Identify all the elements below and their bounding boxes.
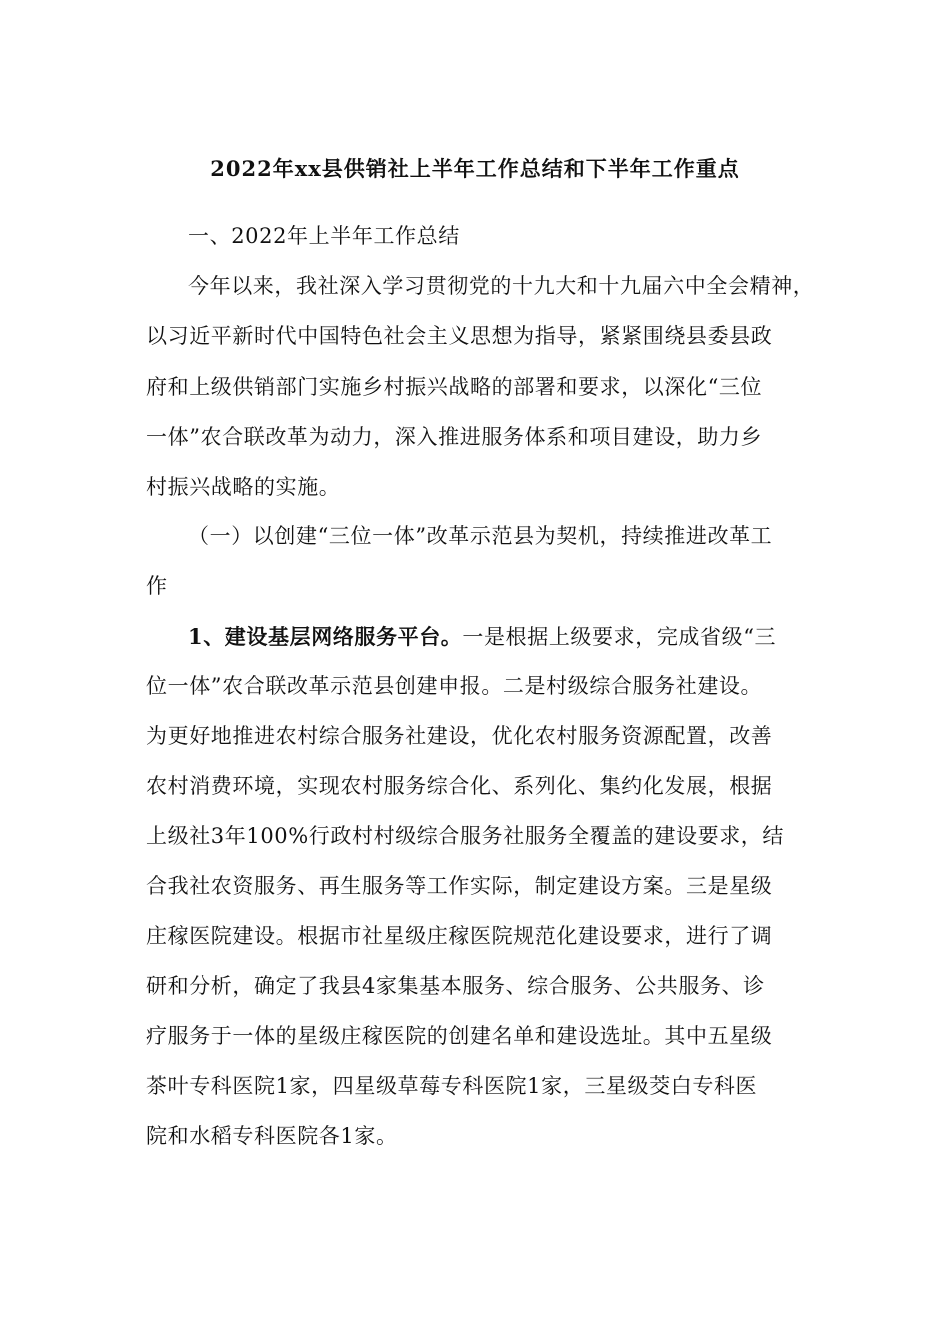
- item1-line: 为更好地推进农村综合服务社建设，优化农村服务资源配置，改善: [146, 724, 773, 748]
- item1-line: 疗服务于一体的星级庄稼医院的创建名单和建设选址。其中五星级: [146, 1024, 773, 1048]
- item1-line: 研和分析，确定了我县4家集基本服务、综合服务、公共服务、诊: [146, 974, 765, 998]
- intro-line: 一体”农合联改革为动力，深入推进服务体系和项目建设，助力乡: [146, 425, 763, 449]
- item1-line: 农村消费环境，实现农村服务综合化、系列化、集约化发展，根据: [146, 774, 773, 798]
- item1-first-text: 一是根据上级要求，完成省级“三: [462, 625, 777, 649]
- document-title: 2022年xx县供销社上半年工作总结和下半年工作重点: [210, 156, 740, 181]
- intro-line: 今年以来，我社深入学习贯彻党的十九大和十九届六中全会精神，: [188, 274, 815, 298]
- item1-line: 位一体”农合联改革示范县创建申报。二是村级综合服务社建设。: [146, 674, 763, 698]
- item1-line: 茶叶专科医院1家，四星级草莓专科医院1家，三星级茭白专科医: [146, 1074, 758, 1098]
- item1-line: 庄稼医院建设。根据市社星级庄稼医院规范化建设要求，进行了调: [146, 924, 773, 948]
- item1-line: 上级社3年100%行政村村级综合服务社服务全覆盖的建设要求，结: [146, 824, 784, 848]
- subheading-line: （一）以创建“三位一体”改革示范县为契机，持续推进改革工: [188, 524, 773, 548]
- item1-line: 院和水稻专科医院各1家。: [146, 1124, 398, 1148]
- intro-line: 村振兴战略的实施。: [146, 475, 341, 499]
- section-heading: 一、2022年上半年工作总结: [188, 224, 460, 248]
- item1-line: 合我社农资服务、再生服务等工作实际，制定建设方案。三是星级: [146, 874, 773, 898]
- item1-heading: 1、建设基层网络服务平台。: [188, 624, 463, 649]
- item1-first-line: [188, 622, 776, 652]
- subheading-line: 作: [146, 574, 168, 598]
- intro-line: 以习近平新时代中国特色社会主义思想为指导，紧紧围绕县委县政: [146, 324, 773, 348]
- intro-line: 府和上级供销部门实施乡村振兴战略的部署和要求，以深化“三位: [146, 375, 763, 399]
